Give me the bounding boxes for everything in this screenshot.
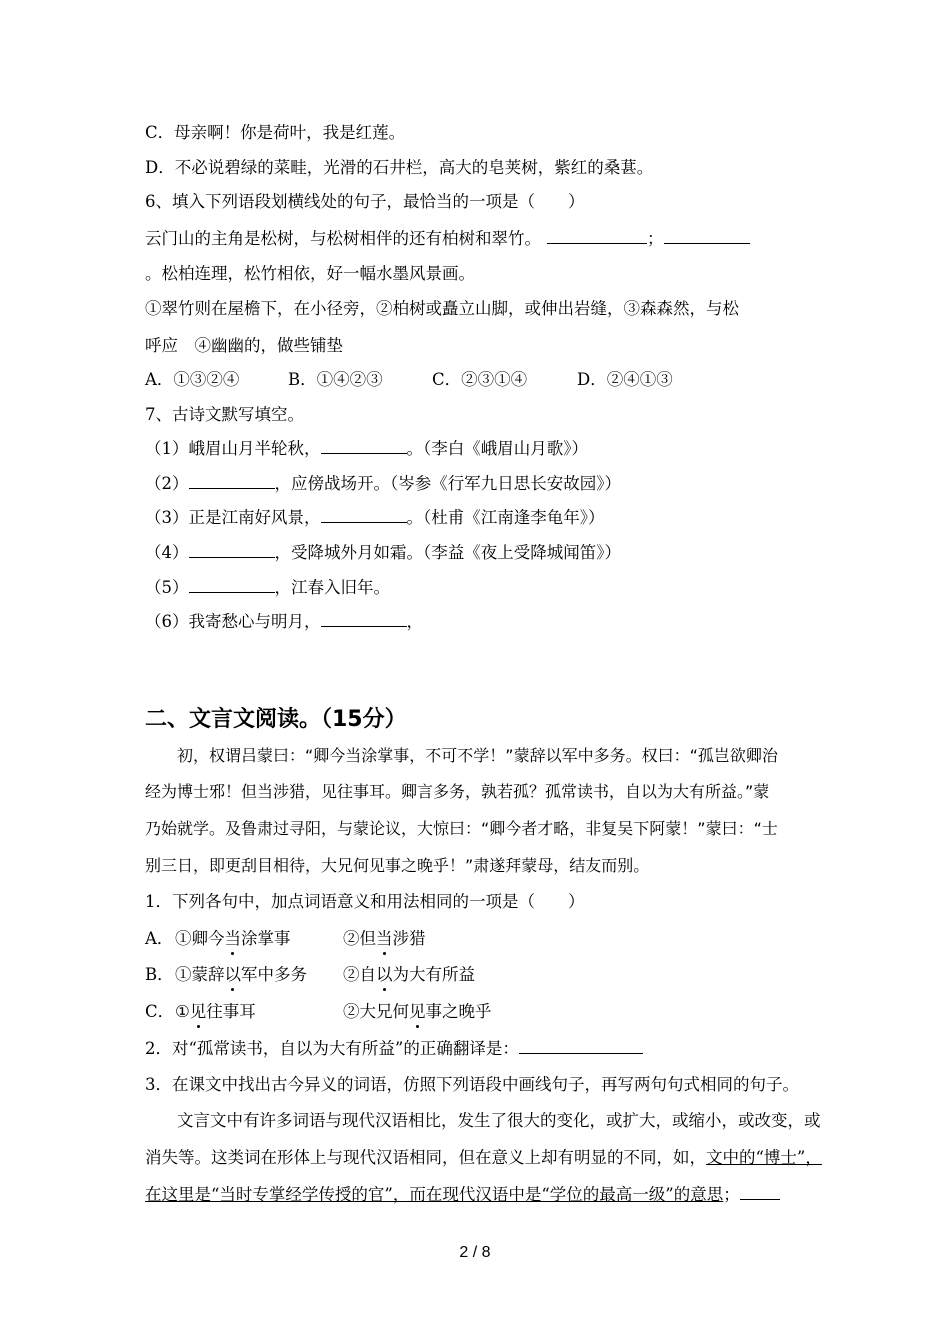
dotted-word: 以 (224, 965, 241, 984)
option-label: B． (145, 965, 174, 984)
poem-prefix: （4） (145, 543, 189, 562)
option-text: ②但 (343, 929, 376, 948)
option-label: A． (145, 929, 174, 948)
poem-prefix: （1）峨眉山月半轮秋， (145, 439, 321, 458)
passage-line: 经为博士邪！但当涉猎，见往事耳。卿言多务，孰若孤？孤常读书，自以为大有所益。”蒙 (145, 782, 770, 801)
dotted-word: 见 (409, 1002, 426, 1021)
dotted-word: 当 (224, 929, 241, 948)
page-number: 2 / 8 (459, 1244, 491, 1261)
question-2 (145, 1038, 643, 1060)
poem-prefix: （3）正是江南好风景， (145, 508, 321, 527)
answer-blank[interactable] (740, 1185, 780, 1200)
option-c[interactable]: C．②③①④ (432, 370, 528, 389)
poem-suffix: 。（李白《峨眉山月歌》） (406, 439, 588, 458)
q3-passage-line (145, 1184, 780, 1206)
poem-prefix: （2） (145, 474, 189, 493)
option-text: ①蒙辞 (175, 965, 225, 984)
option-text: ① (175, 1002, 190, 1021)
q3-passage-text: 消失等。这类词在形体上与现代汉语相同，但在意义上却有明显的不同，如， (145, 1148, 706, 1167)
passage-text: 云门山的主角是松树，与松树相伴的还有柏树和翠竹。 (145, 229, 541, 248)
q3-passage-text: ； (723, 1185, 740, 1204)
option-text: 涂掌事 (241, 929, 291, 948)
answer-blank[interactable] (664, 229, 750, 244)
poem-item-6 (145, 611, 423, 633)
poem-suffix: ， (406, 612, 423, 631)
option-text: 涉猎 (392, 929, 426, 948)
question-7-stem: 7、古诗文默写填空。 (145, 405, 304, 424)
poem-item-5 (145, 577, 390, 599)
answer-blank[interactable] (189, 474, 275, 489)
option-d-text: D．不必说碧绿的菜畦，光滑的石井栏，高大的皂荚树，紫红的桑葚。 (145, 158, 654, 177)
option-d[interactable]: D．②④①③ (577, 370, 673, 389)
option-c-text: C．母亲啊！你是荷叶，我是红莲。 (145, 123, 406, 142)
option-text: 为大有所益 (392, 965, 475, 984)
question-6-items-line1: ①翠竹则在屋檐下，在小径旁，②柏树或矗立山脚，或伸出岩缝，③森森然，与松 (145, 299, 739, 318)
question-3-stem: 3．在课文中找出古今异义的词语，仿照下列语段中画线句子，再写两句句式相同的句子。 (145, 1075, 799, 1094)
dotted-word: 见 (189, 1002, 207, 1021)
poem-item-2 (145, 473, 621, 495)
answer-blank[interactable] (321, 508, 407, 523)
answer-blank[interactable] (547, 229, 647, 244)
poem-prefix: （6）我寄愁心与明月， (145, 612, 321, 631)
question-6-passage-line2: 。松柏连理，松竹相依，好一幅水墨风景画。 (145, 264, 475, 283)
answer-blank[interactable] (321, 439, 407, 454)
question-6-passage-line1 (145, 228, 750, 250)
poem-suffix: ，江春入旧年。 (274, 578, 390, 597)
dotted-word: 以 (376, 965, 393, 984)
q3-passage-line (145, 1147, 822, 1169)
option-text: 事之晚乎 (425, 1002, 492, 1021)
poem-suffix: ，受降城外月如霜。（李益《夜上受降城闻笛》） (274, 543, 621, 562)
question-6-options (145, 369, 673, 391)
passage-line: 别三日，即更刮目相待，大兄何见事之晚乎！”肃遂拜蒙母，结友而别。 (145, 856, 650, 875)
answer-blank[interactable] (189, 578, 275, 593)
poem-item-3 (145, 507, 605, 529)
question-1-option-c[interactable] (145, 1001, 492, 1023)
underlined-sentence: 文中的“博士”， (706, 1148, 822, 1167)
option-a[interactable]: A．①③②④ (145, 370, 240, 389)
answer-blank[interactable] (321, 612, 407, 627)
option-text: 往事耳 (206, 1002, 256, 1021)
answer-blank[interactable] (189, 543, 275, 558)
question-2-stem: 2．对“孤常读书，自以为大有所益”的正确翻译是： (145, 1039, 519, 1058)
semicolon: ； (647, 229, 664, 248)
answer-blank[interactable] (519, 1039, 643, 1054)
poem-prefix: （5） (145, 578, 189, 597)
poem-item-1 (145, 438, 588, 460)
question-6-items-line2: 呼应 ④幽幽的，做些铺垫 (145, 336, 343, 355)
poem-item-4 (145, 542, 621, 564)
option-b[interactable]: B．①④②③ (288, 370, 383, 389)
dotted-word: 当 (376, 929, 393, 948)
option-text: ②大兄何 (343, 1002, 409, 1021)
option-text: 军中多务 (241, 965, 307, 984)
poem-suffix: ，应傍战场开。（岑参《行军九日思长安故园》） (274, 474, 621, 493)
question-6-stem: 6、填入下列语段划横线处的句子，最恰当的一项是（ ） (145, 192, 585, 211)
underlined-sentence: 在这里是“当时专掌经学传授的官”，而在现代汉语中是“学位的最高一级”的意思 (145, 1185, 724, 1204)
passage-line: 乃始就学。及鲁肃过寻阳，与蒙论议，大惊曰：“卿今者才略，非复吴下阿蒙！”蒙曰：“士 (145, 819, 778, 838)
option-text: ②自 (343, 965, 376, 984)
question-1-option-b[interactable] (145, 964, 475, 986)
q3-passage-line: 文言文中有许多词语与现代汉语相比，发生了很大的变化，或扩大，或缩小，或改变，或 (177, 1111, 821, 1130)
question-1-stem: 1．下列各句中，加点词语意义和用法相同的一项是（ ） (145, 892, 585, 911)
passage-line: 初，权谓吕蒙曰：“卿今当涂掌事，不可不学！”蒙辞以军中多务。权曰：“孤岂欲卿治 (177, 746, 778, 765)
option-text: ①卿今 (175, 929, 225, 948)
section-2-heading: 二、文言文阅读。（15分） (145, 707, 407, 732)
option-label: C． (145, 1002, 175, 1021)
poem-suffix: 。（杜甫《江南逢李龟年》） (406, 508, 605, 527)
question-1-option-a[interactable] (145, 928, 426, 950)
